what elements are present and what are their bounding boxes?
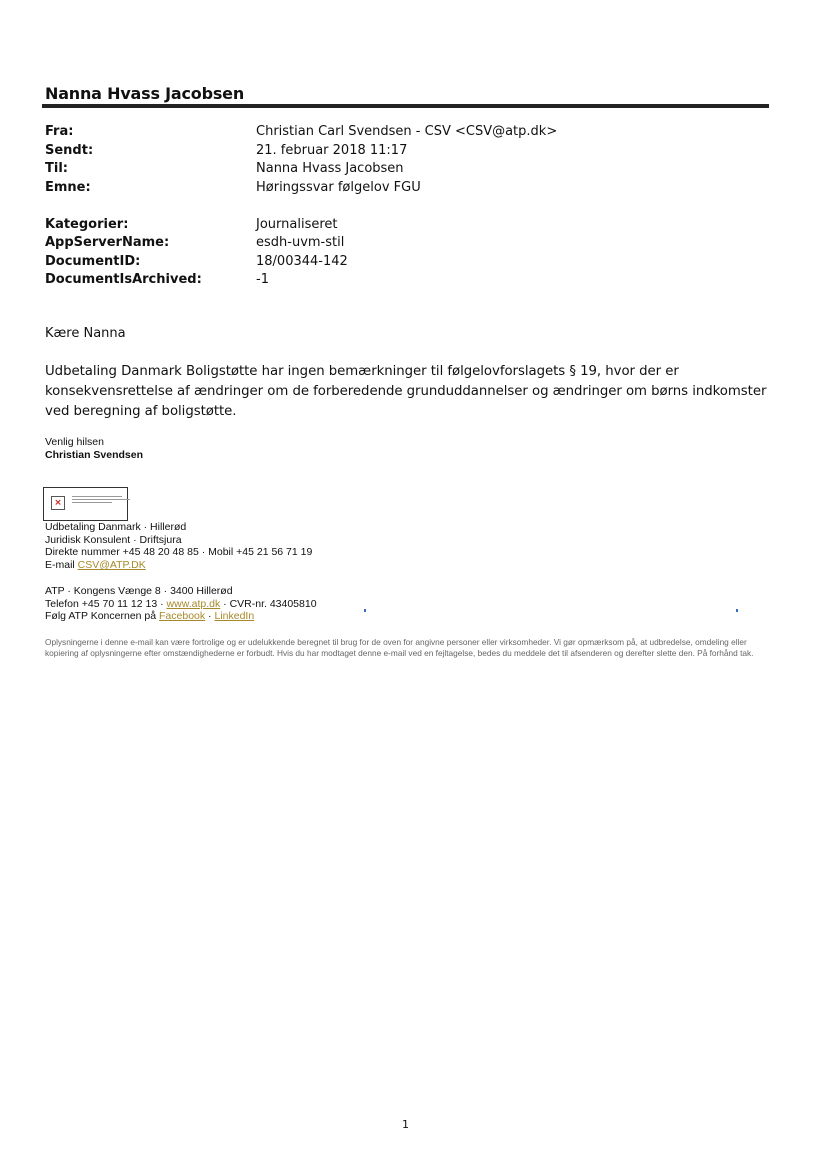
website-link[interactable]: www.atp.dk <box>166 597 221 610</box>
meta-value-documentid: 18/00344-142 <box>256 254 348 269</box>
message-body: Udbetaling Danmark Boligstøtte har ingen bemærkninger til følgelovforslagets § 19, hvor der er konsekvensrettelse af ændringer om de forberedende grunduddannelser og ændringer om børns indkomster ved beregning af boligstøtte. <box>45 364 767 419</box>
meta-label-documentisarchived: DocumentIsArchived: <box>45 272 202 287</box>
header-label-to: Til: <box>45 161 68 176</box>
document-title: Nanna Hvass Jacobsen <box>45 84 245 103</box>
email-link[interactable]: CSV@ATP.DK <box>77 559 146 572</box>
meta-value-documentisarchived: -1 <box>256 272 269 287</box>
header-label-from: Fra: <box>45 124 74 139</box>
signature-title: Juridisk Konsulent · Driftsjura <box>45 533 182 546</box>
header-label-subject: Emne: <box>45 180 91 195</box>
legal-disclaimer: Oplysningerne i denne e-mail kan være fortrolige og er udelukkende beregnet til brug for de oven for angivne personer eller virksomheder. Vi gør opmærksom på, at udbredelse, omdeling eller kopiering af oplysningerne efter omstændighederne er forbudt. Hvis du har modtaget denne e-mail ved en fejltagelse, bedes du meddele det til afsenderen og derefter slette den. På forhånd tak. <box>45 637 754 659</box>
scan-artifact-dot <box>364 609 366 612</box>
scan-artifact-dot <box>736 609 738 612</box>
broken-image-icon: × <box>51 496 65 510</box>
header-value-sent: 21. februar 2018 11:17 <box>256 143 408 158</box>
page-number: 1 <box>402 1118 409 1131</box>
signature-block <box>45 521 312 572</box>
header-value-subject: Høringssvar følgelov FGU <box>256 180 421 195</box>
meta-label-categories: Kategorier: <box>45 217 129 232</box>
broken-image <box>43 487 128 521</box>
company-block <box>45 585 317 623</box>
company-contact-line: Telefon +45 70 11 12 13 · www.atp.dk · CVR-nr. 43405810 <box>45 597 317 610</box>
meta-label-appservername: AppServerName: <box>45 235 170 250</box>
meta-value-categories: Journaliseret <box>256 217 338 232</box>
linkedin-link[interactable]: LinkedIn <box>214 610 255 623</box>
header-value-to: Nanna Hvass Jacobsen <box>256 161 404 176</box>
signature-email-line: E-mail CSV@ATP.DK <box>45 559 146 572</box>
meta-value-appservername: esdh-uvm-stil <box>256 235 345 250</box>
signature-phones: Direkte nummer +45 48 20 48 85 · Mobil +45 21 56 71 19 <box>45 546 313 559</box>
header-value-from: Christian Carl Svendsen - CSV <CSV@atp.dk> <box>256 124 558 139</box>
meta-label-documentid: DocumentID: <box>45 254 141 269</box>
company-address: ATP · Kongens Vænge 8 · 3400 Hillerød <box>45 585 233 597</box>
closing: Venlig hilsen <box>45 436 104 448</box>
sender-name: Christian Svendsen <box>45 449 144 461</box>
signature-organization: Udbetaling Danmark · Hillerød <box>45 521 187 533</box>
title-divider <box>42 104 769 108</box>
header-label-sent: Sendt: <box>45 143 94 158</box>
facebook-link[interactable]: Facebook <box>159 610 206 623</box>
social-links-line: Følg ATP Koncernen på Facebook · LinkedIn <box>45 610 255 623</box>
greeting: Kære Nanna <box>45 326 126 341</box>
